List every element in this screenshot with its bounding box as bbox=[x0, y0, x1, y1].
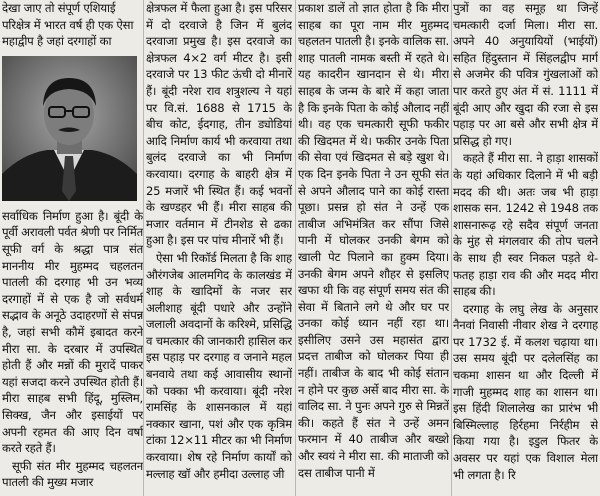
col3-paragraph-1: प्रकाश डालें तो ज्ञात होता है कि मीरा साहब का पूरा नाम मीर मुहम्मद चहलतन पातली है। इनके वालिक सा. शाह पातली नामक बस्ती में रहते थे। यह कादरीन खानदान से थे। मीरा साहब के जन्म के बारे में कहा जाता है कि इनके पिता के कोई औलाद नहीं थी। वह एक चमत्कारी सूफी फकीर की खिदमत में थे। फकीर उनके पिता की सेवा एवं खिदमत से बड़े खुश थे। एक दिन इनके पिता ने उन सूफी संत से अपने औलाद पाने का कोई रास्ता पूछा। प्रसन्न हो संत ने उन्हें एक ताबीज अभिमंत्रित कर सौंपा जिसे पानी में घोलकर उनकी बेगम को खाली पेट पिलाने का हुक्म दिया। उनकी बेगम अपने शौहर से इसलिए खफा थी कि वह संपूर्ण समय संत की सेवा में बिताने लगे थे और घर पर उनका कोई ध्यान नहीं रहा था। इसीलिए उसने उस महासंत द्वारा प्रदत्त ताबीज को घोलकर पिया ही नहीं। ताबीज के बाद भी कोई संतान न होने पर कुछ अर्से बाद मीरा सा. के वालिद सा. ने पुनः अपने गुरु से मिन्नतें की। कहते हैं संत ने उन्हें अमन फरमान में 40 ताबीज और बख्शे और स्वयं ने मीरा सा. की माताजी को दस ताबीज पानी में bbox=[298, 1, 449, 480]
col4-paragraph-3: दरगाह के लघु लेख के अनुसार नैनवां निवासी नीवार शेख ने दरगाह पर 1732 ई. में कलश चढ़ाया था। उस समय बूंदी पर दलेलसिंह का चकमा शासन था और दिल्ली में गाजी मुहम्मद शाह का शासन था। इस हिंदी शिलालेख का प्रारंभ भी बिस्मिल्लाह हिर्रहमा निर्रहीम से किया गया है। इडुल फितर के अवसर पर यहां एक विशाल मेला भी लगता है। रि bbox=[453, 301, 598, 482]
portrait-image bbox=[2, 56, 137, 201]
col1-line-1: देखा जाए तो संपूर्ण एशियाई bbox=[2, 1, 116, 15]
column-rule bbox=[295, 0, 296, 496]
col1-line-3: महाद्वीप है जहां दरगाहों का bbox=[2, 34, 112, 49]
col4-paragraph-1: पुत्रों का वह समूह था जिन्हें चमत्कारी दर्जा मिला। मीरा सा. अपने 40 अनुयायियों (भाईयों) सहित हिंदुस्तान में सिंहलद्वीप मार्ग से अजमेर की पवित्र गुंखलाओं को पार करते हुए अंत में सं. 1111 में बूंदी आए और खुदा की रजा से इस पहाड़ पर आ बसे और सभी क्षेत्र में प्रसिद्ध हो गए। bbox=[453, 1, 598, 148]
column-1 bbox=[2, 0, 143, 496]
col1-line-2: परिक्षेत्र में भारत वर्ष ही एक ऐसा bbox=[2, 17, 134, 32]
column-rule bbox=[451, 0, 452, 496]
column-rule bbox=[143, 0, 144, 496]
col1-paragraph-2: सूफी संत मीर मुहम्मद चहलतन पातली की मुख्य मजार bbox=[2, 458, 143, 490]
column-2 bbox=[146, 0, 292, 496]
column-4 bbox=[453, 0, 598, 496]
col2-paragraph-2: ऐसा भी रिकॉर्ड मिलता है कि शाह औरंगजेब आलमगिद के कालखंड में शाह के खादिमों के नजर सर अलीशाह बूंदी पधारे और उन्होंने जलाली अवदानों के करिश्मे, प्रसिद्धि व चमत्कार की जानकारी हासिल कर इस पहाड़ पर दरगाह व जनाने महल बनवाये तथा कई आवासीय स्थानों को पक्का भी करवाया। बूंदी नरेश रामसिंह के शासनकाल में यहां नक्कार खाना, पशं और एक कृत्रिम टांका 12×11 मीटर का भी निर्माण करवाया। शेष रहे निर्माण कार्यों को मल्लाह खॉ और हमीदा उल्लाह जी bbox=[146, 250, 292, 481]
column-3 bbox=[298, 0, 449, 496]
portrait-photo bbox=[2, 56, 137, 201]
col2-paragraph-1: क्षेत्रफल में फैला हुआ है। इस परिसर में दो दरवाजे है जिन में बुलंद दरवाजा प्रमुख है। इस दरवाजे का क्षेत्रफल 4×2 वर्ग मीटर है। इसी दरवाजे पर 13 फीट ऊंची दो मीनारें हैं। बूंदी नरेश राव शत्रुशल्य ने यहां पर वि.सं. 1688 से 1715 के बीच कोट, ईदगाह, तीन ड्योडियां आदि निर्माण कार्य भी करवाया तथा बुलंद दरवाजे का भी निर्माण करवाया। दरगाह के बाहरी क्षेत्र में 25 मजारें भी स्थित हैं। कई भवनों के खण्डहर भी हैं। मीरा साहब की मजार वर्तमान में टीनशेड से ढका हुआ है। इस पर पांच मीनारें भी हैं। bbox=[146, 1, 292, 248]
col1-paragraph-1: सर्वाधिक निर्माण हुआ है। बूंदी के पूर्वी अरावली पर्वत श्रेणी पर निर्मित सूफी वर्ग के श्रद्धा पात्र संत माननीय मीर मुहम्मद चहलतन पातली की दरगाह भी उन भव्य दरगाहों में से एक है जो सर्वधर्म सद्भाव के अनूठे उदाहरणों से संपन्न है, जहां सभी कौमें इबादत करने मीरा सा. के दरबार में उपस्थित होती हैं और मन्नों की मुरादें पाकर यहां सजदा करने उपस्थित होती हैं। मीरा साहब सभी हिंदू, मुस्लिम, सिक्ख, जैन और इसाईयों पर अपनी रहमत की आए दिन वर्षा करते रहते हैं। bbox=[2, 208, 143, 456]
col4-paragraph-2: कहते हैं मीरा सा. ने हाड़ा शासकों के यहां अधिकार दिलाने में भी बड़ी मदद की थी। अतः जब भी हाड़ा शासक सन. 1242 से 1948 तक शासनारूढ़ रहे सदैव संपूर्ण जनता के मुंह से मंगलवार की तोप चलने के साथ ही स्वर निकल पड़ते थे- फतह हाड़ा राव की और मदद मीरा साहब की। bbox=[453, 151, 598, 299]
